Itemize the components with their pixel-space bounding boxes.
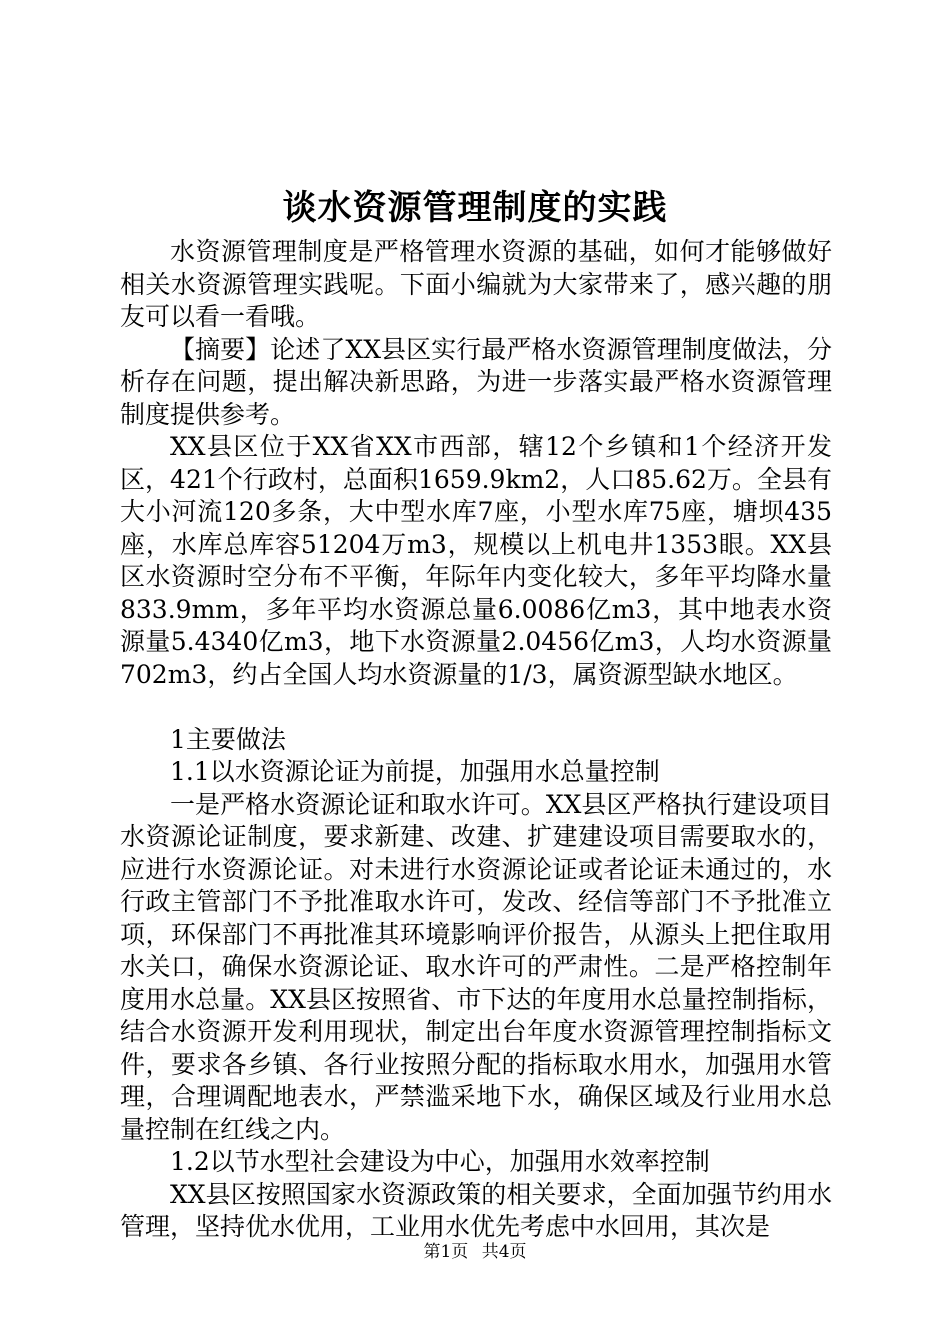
section-heading: 1主要做法 bbox=[170, 724, 286, 754]
page-number: 第1页 bbox=[423, 1242, 469, 1262]
body-paragraph: 一是严格水资源论证和取水许可。XX县区严格执行建设项目水资源论证制度，要求新建、改建、扩建建设项目需要取水的，应进行水资源论证。对未进行水资源论证或者论证未通过的，水行政主管部门不予批准取水许可，发改、经信等部门不予批准立项，环保部门不再批准其环境影响评价报告，从源头上把住取用水关口，确保水资源论证、取水许可的严肃性。二是严格控制年度用水总量。XX县区按照省、市下达的年度用水总量控制指标，结合水资源开发利用现状，制定出台年度水资源管理控制指标文件，要求各乡镇、各行业按照分配的指标取水用水，加强用水管理，合理调配地表水，严禁滥采地下水，确保区域及行业用水总量控制在红线之内。 bbox=[120, 789, 832, 1144]
page-footer bbox=[0, 1240, 950, 1264]
abstract-paragraph: 【摘要】论述了XX县区实行最严格水资源管理制度做法，分析存在问题，提出解决新思路，为进一步落实最严格水资源管理制度提供参考。 bbox=[120, 334, 832, 429]
document-body bbox=[120, 236, 832, 1244]
subsection-heading: 1.2以节水型社会建设为中心，加强用水效率控制 bbox=[170, 1147, 710, 1176]
subsection-heading: 1.1以水资源论证为前提，加强用水总量控制 bbox=[170, 757, 660, 786]
body-paragraph: XX县区按照国家水资源政策的相关要求，全面加强节约用水管理，坚持优水优用，工业用水优先考虑中水回用，其次是 bbox=[120, 1179, 832, 1241]
overview-paragraph: XX县区位于XX省XX市西部，辖12个乡镇和1个经济开发区，421个行政村，总面积1659.9km2，人口85.62万。全县有大小河流120多条，大中型水库7座，小型水库75座，塘坝435座，水库总库容51204万m3，规模以上机电井1353眼。XX县区水资源时空分布不平衡，年际年内变化较大，多年平均降水量833.9mm，多年平均水资源总量6.0086亿m3，其中地表水资源量5.4340亿m3，地下水资源量2.0456亿m3，人均水资源量702m3，约占全国人均水资源量的1/3，属资源型缺水地区。 bbox=[120, 432, 832, 689]
document-title: 谈水资源管理制度的实践 bbox=[282, 188, 668, 228]
intro-paragraph: 水资源管理制度是严格管理水资源的基础，如何才能够做好相关水资源管理实践呢。下面小编就为大家带来了，感兴趣的朋友可以看一看哦。 bbox=[120, 237, 832, 331]
page-total: 共4页 bbox=[481, 1242, 527, 1262]
paragraph-spacer bbox=[120, 691, 832, 724]
